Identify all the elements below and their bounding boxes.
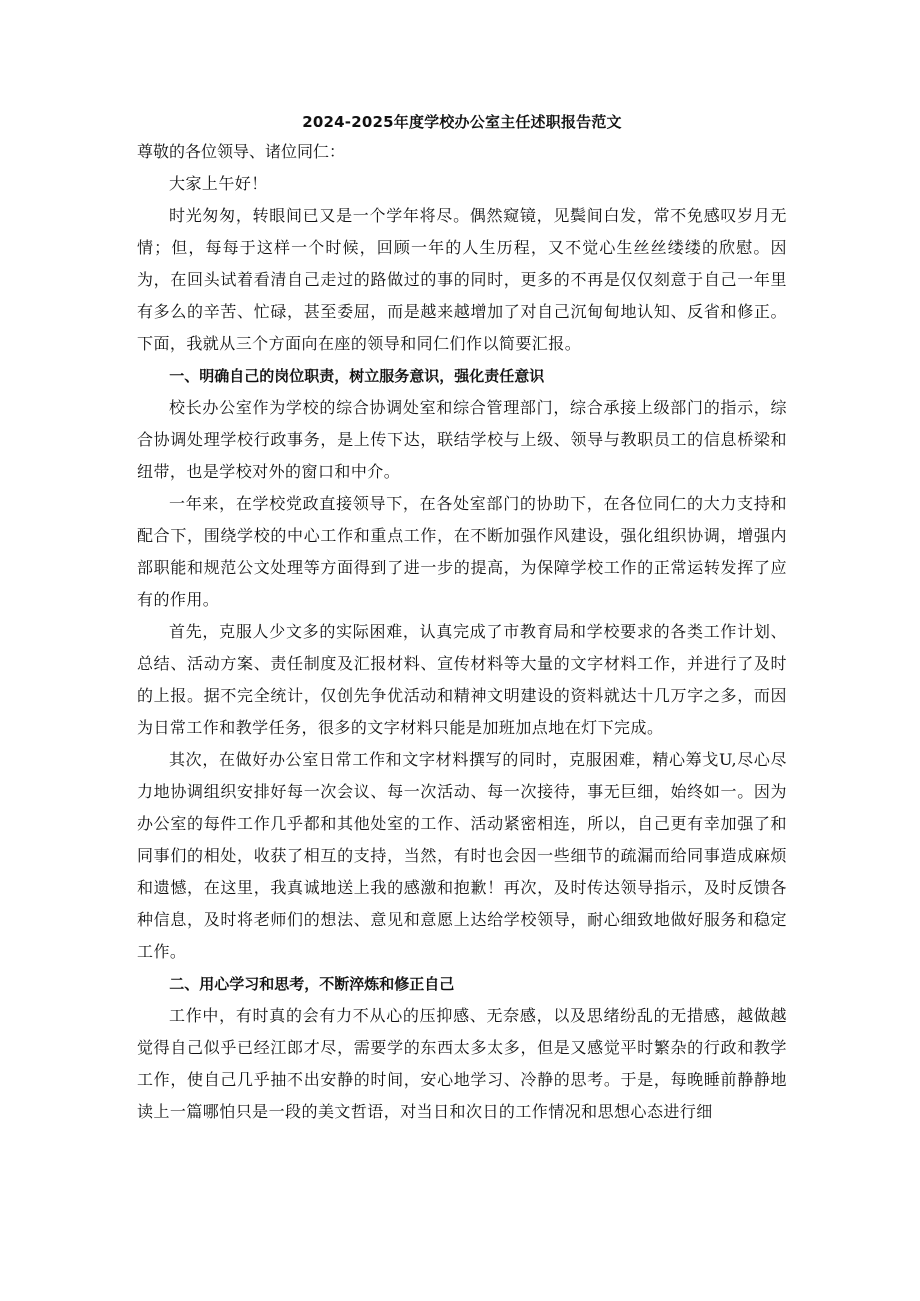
salutation: 尊敬的各位领导、诸位同仁： bbox=[137, 142, 346, 161]
section-1-paragraph-4: 其次，在做好办公室日常工作和文字材料撰写的同时，克服困难，精心筹戈U,尽心尽力地协调组织安排好每一次会议、每一次活动、每一次接待，事无巨细，始终如一。因为办公室的每件工作几乎都和其他处室的工作、活动紧密相连，所以，自己更有幸加强了和同事们的相处，收获了相互的支持，当然，有时也会因一些细节的疏漏而给同事造成麻烦和遗憾，在这里，我真诚地送上我的感激和抱歉！再次，及时传达领导指示，及时反馈各种信息，及时将老师们的想法、意见和意愿上达给学校领导，耐心细致地做好服务和稳定工作。 bbox=[137, 750, 787, 961]
document-page bbox=[137, 108, 787, 1128]
section-1-paragraph-1: 校长办公室作为学校的综合协调处室和综合管理部门，综合承接上级部门的指示，综合协调处理学校行政事务，是上传下达，联结学校与上级、领导与教职员工的信息桥梁和纽带，也是学校对外的窗口和中介。 bbox=[137, 398, 787, 481]
document-title: 2024-2025年度学校办公室主任述职报告范文 bbox=[302, 113, 622, 131]
greeting: 大家上午好！ bbox=[169, 174, 268, 193]
section-2-paragraph-1: 工作中，有时真的会有力不从心的压抑感、无奈感，以及思绪纷乱的无措感，越做越觉得自己似乎已经江郎才尽，需要学的东西太多太多，但是又感觉平时繁杂的行政和教学工作，使自己几乎抽不出安静的时间，安心地学习、冷静的思考。于是，每晚睡前静静地读上一篇哪怕只是一段的美文哲语，对当日和次日的工作情况和思想心态进行细 bbox=[137, 1006, 787, 1121]
section-1-paragraph-3: 首先，克服人少文多的实际困难，认真完成了市教育局和学校要求的各类工作计划、总结、活动方案、责任制度及汇报材料、宣传材料等大量的文字材料工作，并进行了及时的上报。据不完全统计，仅创先争优活动和精神文明建设的资料就达十几万字之多，而因为日常工作和教学任务，很多的文字材料只能是加班加点地在灯下完成。 bbox=[137, 622, 787, 737]
intro-paragraph: 时光匆匆，转眼间已又是一个学年将尽。偶然窥镜，见鬓间白发，常不免感叹岁月无情；但，每每于这样一个时候，回顾一年的人生历程，又不觉心生丝丝缕缕的欣慰。因为，在回头试着看清自己走过的路做过的事的同时，更多的不再是仅仅刻意于自己一年里有多么的辛苦、忙碌，甚至委屈，而是越来越增加了对自己沉甸甸地认知、反省和修正。下面，我就从三个方面向在座的领导和同仁们作以简要汇报。 bbox=[137, 206, 787, 353]
section-1-heading: 一、明确自己的岗位职责，树立服务意识，强化责任意识 bbox=[169, 367, 545, 385]
section-1-paragraph-2: 一年来，在学校党政直接领导下，在各处室部门的协助下，在各位同仁的大力支持和配合下，围绕学校的中心工作和重点工作，在不断加强作风建设，强化组织协调，增强内部职能和规范公文处理等方面得到了进一步的提高，为保障学校工作的正常运转发挥了应有的作用。 bbox=[137, 494, 787, 609]
section-2-heading: 二、用心学习和思考，不断淬炼和修正自己 bbox=[169, 975, 455, 993]
